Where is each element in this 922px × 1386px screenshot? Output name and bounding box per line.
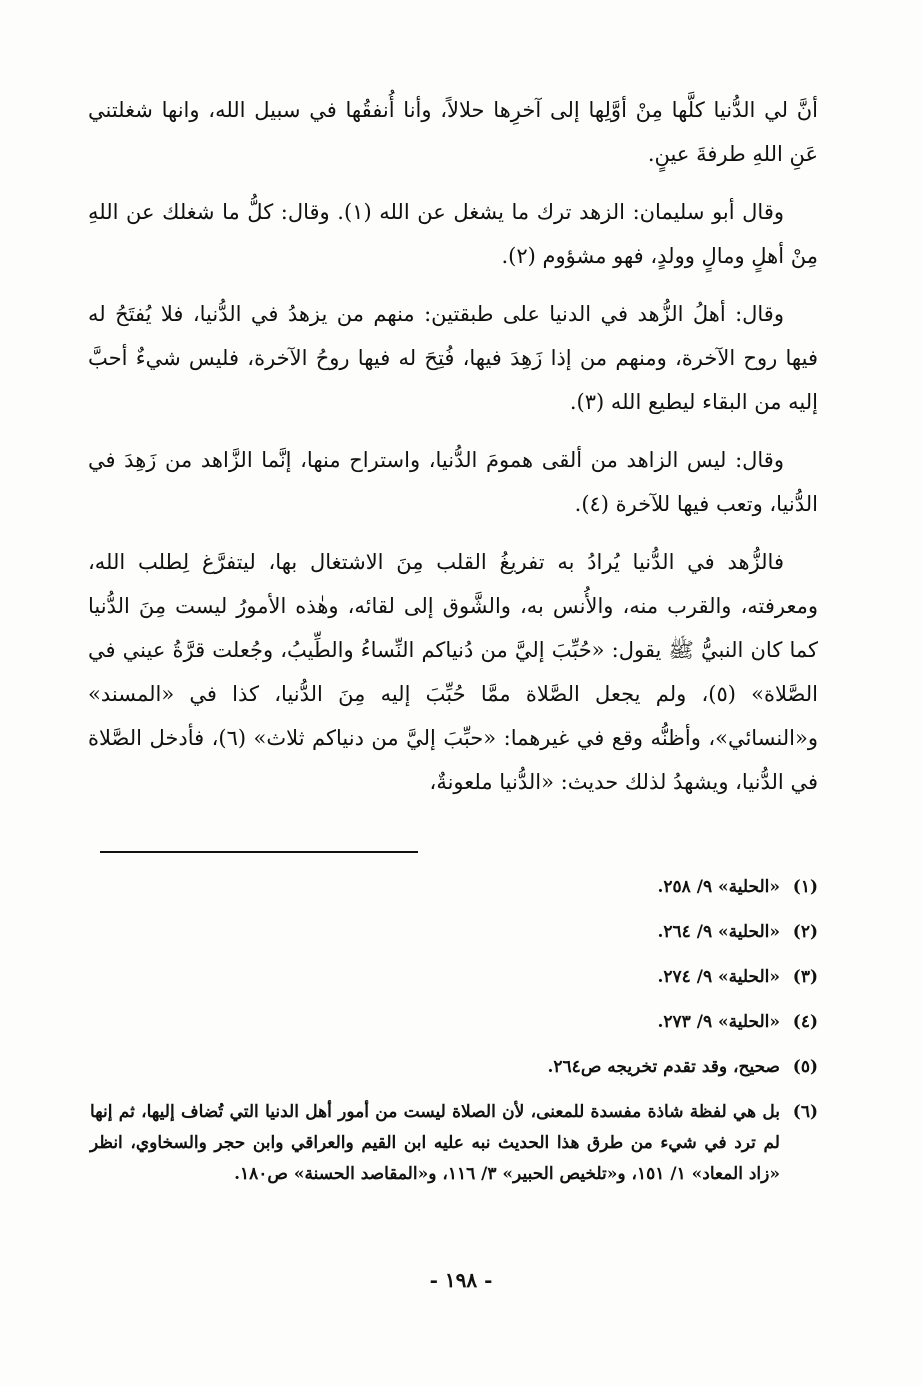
paragraph: وقال أبو سليمان: الزهد ترك ما يشغل عن الله (١). وقال: كلُّ ما شغلك عن اللهِ مِنْ أهلٍ ومالٍ وولدٍ، فهو مشؤوم (٢). — [88, 200, 818, 268]
footnote-text: «الحلية» ٩/ ٢٧٣. — [657, 1012, 780, 1032]
paragraph: وقال: أهلُ الزُّهد في الدنيا على طبقتين: منهم من يزهدُ في الدُّنيا، فلا يُفتَحُ له فيها روح الآخرة، ومنهم من إذا زَهِدَ فيها، فُتِحَ له فيها روحُ الآخرة، فليس شيءٌ أحبَّ إليه من البقاء ليطيع الله (٣). — [88, 302, 818, 414]
footnote — [90, 917, 818, 948]
footnote — [90, 1007, 818, 1038]
footnote-text: «الحلية» ٩/ ٢٦٤. — [657, 922, 780, 942]
footnote-text: بل هي لفظة شاذة مفسدة للمعنى، لأن الصلاة ليست من أمور أهل الدنيا التي تُضاف إليها، ثم إنها لم ترد في شيء من طرق هذا الحديث نبه عليه ابن القيم والعراقي وابن حجر والسخاوي، انظر «زاد المعاد» ١/ ١٥١، و«تلخيص الحبير» ٣/ ١١٦، و«المقاصد الحسنة» ص١٨٠. — [90, 1102, 780, 1184]
footnote — [90, 962, 818, 993]
footnote-text: صحيح، وقد تقدم تخريجه ص٢٦٤. — [547, 1057, 780, 1077]
footnote-number: (٤) — [792, 1012, 818, 1032]
footnotes — [90, 872, 818, 1204]
footnote-number: (٣) — [792, 967, 818, 987]
paragraph: فالزُّهد في الدُّنيا يُرادُ به تفريغُ القلب مِنَ الاشتغال بها، ليتفرَّغ لِطلب الله، ومعرفته، والقرب منه، والأُنس به، والشَّوق إلى لقائه، وهٰذه الأمورُ ليست مِنَ الدُّنيا كما كان النبيُّ ﷺ يقول: «حُبِّبَ إليَّ من دُنياكم النِّساءُ والطِّيبُ، وجُعلت قرَّةُ عيني في الصَّلاة» (٥)، ولم يجعل الصَّلاة ممَّا حُبِّبَ إليه مِنَ الدُّنيا، كذا في «المسند» و«النسائي»، وأظنُّه وقع في غيرهما: «حبِّبَ إليَّ من دنياكم ثلاث» (٦)، فأدخل الصَّلاة في الدُّنيا، ويشهدُ لذلك حديث: «الدُّنيا ملعونةٌ، — [88, 550, 818, 794]
page-number: - ١٩٨ - — [429, 1268, 493, 1292]
paragraph: وقال: ليس الزاهد من ألقى همومَ الدُّنيا، واستراح منها، إنَّما الزَّاهد من زَهِدَ في الدُّنيا، وتعب فيها للآخرة (٤). — [88, 448, 818, 516]
footnote-number: (١) — [792, 877, 818, 897]
footnote-divider — [100, 851, 418, 853]
footnote-number: (٥) — [792, 1057, 818, 1077]
footnote-text: «الحلية» ٩/ ٢٧٤. — [657, 967, 780, 987]
paragraph: أنَّ لي الدُّنيا كلَّها مِنْ أوَّلِها إلى آخرِها حلالاً، وأنا أُنفقُها في سبيل الله، وانها شغلتني عَنِ اللهِ طرفةَ عينٍ. — [88, 98, 818, 166]
footnote-text: «الحلية» ٩/ ٢٥٨. — [657, 877, 780, 897]
footnote — [90, 1097, 818, 1190]
main-text — [88, 88, 818, 818]
footnote-number: (٢) — [792, 922, 818, 942]
footnote — [90, 872, 818, 903]
footnote-number: (٦) — [792, 1102, 818, 1122]
footnote — [90, 1052, 818, 1083]
